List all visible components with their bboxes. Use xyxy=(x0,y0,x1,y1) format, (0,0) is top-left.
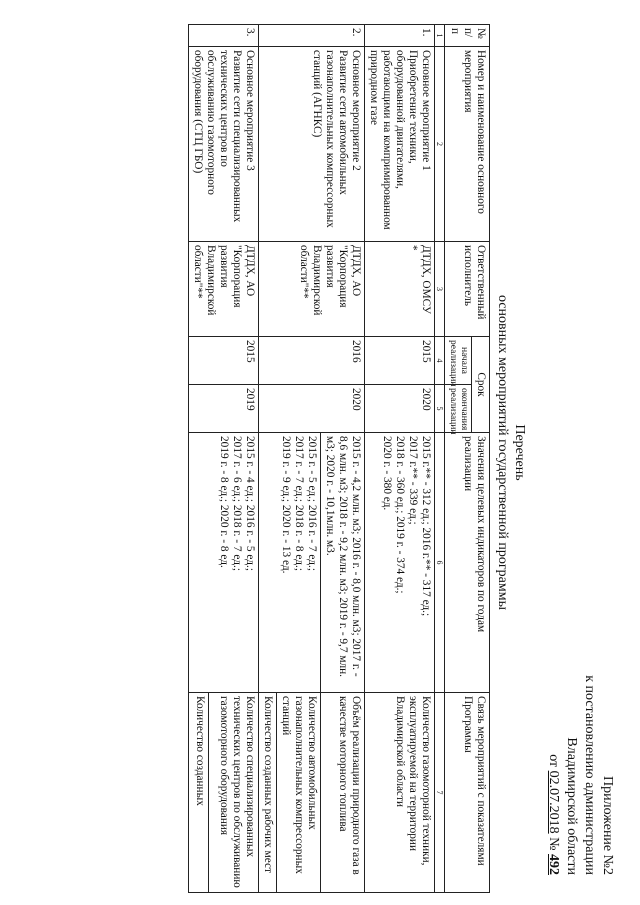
table-header-row xyxy=(472,25,490,893)
end-year: 2020 xyxy=(365,385,435,433)
from-label: от xyxy=(546,754,561,768)
responsible: ДТДХ, ОМСУ * xyxy=(365,242,435,337)
header-start: начала реализации xyxy=(445,337,472,385)
column-number: 1 xyxy=(435,25,445,47)
number-label: № xyxy=(546,837,561,851)
program-link: Объём реализации природного газа в качестве моторного топлива xyxy=(321,693,365,893)
responsible: ДТДХ, АО "Корпорация развития Владимирской области"** xyxy=(259,242,365,337)
decree-date: 02.07.2018 xyxy=(546,770,561,834)
indicator-values: 2015 г. - 5 ед.; 2016 г. - 7 ед.; 2017 г. - 7 ед.; 2018 г. - 8 ед.; 2019 г. - 9 ед.; 2020 г. - 13 ед. xyxy=(259,433,321,693)
header-term: Срок xyxy=(472,337,490,433)
header-end: окончания реализации xyxy=(445,385,472,433)
program-link: Количество автомобильных газонаполнительных компрессорных станций xyxy=(277,693,321,893)
indicator-values: 2015 г. - 4 ед.; 2016 г. - 5 ед.; 2017 г. - 6 ед.; 2018 г. - 7 ед.; 2019 г. - 8 ед.; 2020 г. - 8 ед. xyxy=(189,433,259,693)
header-name: Номер и наименование основного мероприятия xyxy=(445,47,490,242)
column-number: 4 xyxy=(435,337,445,385)
title-line-1: Перечень xyxy=(512,424,527,481)
column-number: 5 xyxy=(435,385,445,433)
start-year: 2015 xyxy=(189,337,259,385)
appendix-number: Приложение №2 xyxy=(600,776,615,875)
decree-reference: к постановлению администрации xyxy=(582,675,597,875)
measure-name: Основное мероприятие 3 Развитие сети специализированных технических центров по обслуживанию газомоторного оборудования (СТЦ ГБО) xyxy=(189,47,259,242)
header-num: № п/ п xyxy=(445,25,490,47)
table-row xyxy=(365,25,435,893)
header-indicators: Значения целевых индикаторов по годам реализации xyxy=(445,433,490,693)
column-number-row xyxy=(435,25,445,893)
program-link: Количество созданных рабочих мест xyxy=(259,693,277,893)
column-number: 7 xyxy=(435,693,445,893)
program-link: Количество специализированных технических центров по обслуживанию газомоторного оборудования xyxy=(209,693,259,893)
appendix-header xyxy=(544,675,616,875)
program-link: Количество газомоторной техники, эксплуатируемой на территории Владимирской области xyxy=(365,693,435,893)
start-year: 2015 xyxy=(365,337,435,385)
column-number: 6 xyxy=(435,433,445,693)
decree-date-line xyxy=(544,675,562,875)
document-title xyxy=(494,0,528,905)
header-link: Связь мероприятий с показателями Программы xyxy=(445,693,490,893)
column-number: 2 xyxy=(435,47,445,242)
end-year: 2019 xyxy=(189,385,259,433)
start-year: 2016 xyxy=(259,337,365,385)
row-number: 2. xyxy=(259,25,365,47)
measures-table xyxy=(188,24,490,893)
end-year: 2020 xyxy=(259,385,365,433)
indicator-values: 2015 г. - 4,2 млн. м3; 2016 г. - 8,0 млн. м3; 2017 г. - 8,6 млн. м3; 2018 г. - 9,2 млн. м3; 2019 г. - 9,7 млн. м3; 2020 г. - 10,1млн. м3. xyxy=(321,433,365,693)
header-responsible: Ответственный исполнитель xyxy=(445,242,490,337)
measure-name: Основное мероприятие 2 Развитие сети автомобильных газонаполнительных компрессорных станций (АГНКС) xyxy=(259,47,365,242)
title-line-2: основных мероприятий государственной программы xyxy=(495,294,510,610)
region-name: Владимирской области xyxy=(564,737,579,875)
program-link: Количество созданных xyxy=(189,693,209,893)
measure-name: Основное мероприятие 1 Приобретение техники, оборудованной двигателями, работающими на компримированном природном газе xyxy=(365,47,435,242)
table-row xyxy=(209,25,259,893)
table-row xyxy=(321,25,365,893)
indicator-values: 2015 г.** - 312 ед.; 2016 г.** - 317 ед.; 2017 г.** - 339 ед.; 2018 г. - 360 ед.; 2019 г. - 374 ед.; 2020 г. - 380 ед. xyxy=(365,433,435,693)
row-number: 1. xyxy=(365,25,435,47)
row-number: 3. xyxy=(189,25,259,47)
column-number: 3 xyxy=(435,242,445,337)
decree-number: 492 xyxy=(546,854,561,875)
responsible: ДТДХ, АО "Корпорация развития Владимирской области"** xyxy=(189,242,259,337)
